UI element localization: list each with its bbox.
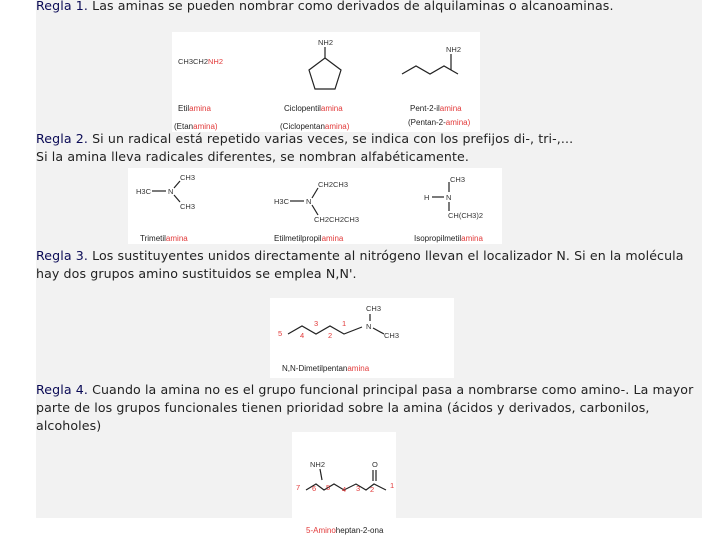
ciclopentilamina-name: Ciclopentilamina [284,104,343,113]
n-ch3-right: CH3 [384,331,400,340]
iso-h: H [424,193,430,202]
iso-n: N [446,193,452,202]
etm-ch2ch3: CH2CH3 [318,180,349,189]
figure-3-dimethylpentanamine [270,298,454,378]
rule-3-label: Regla 3. [36,248,88,263]
cyclopentane-ring [309,58,341,89]
rule-1-text: Las aminas se pueden nombrar como derivados de alquilaminas o alcanoaminas. [87,0,614,13]
pent-2-ilamina-name: Pent-2-ilamina [410,104,462,113]
etm-ch2ch2ch3: CH2CH2CH3 [314,215,360,224]
tri-bond-top [174,181,180,188]
etm-bond-top [312,188,318,198]
carbon-4: 4 [342,485,347,494]
carbon-3: 3 [356,484,361,493]
iso-ch3: CH3 [450,175,466,184]
etanamina-name: (Etanamina) [174,122,218,131]
rule-1-label: Regla 1. [36,0,88,13]
rule-4-text: Cuando la amina no es el grupo funcional principal pasa a nombrarse como amino-. La mayor parte de los grupos funcionales tienen prioridad sobre la amina (ácidos y derivados, carbonilos, alcoholes) [36,382,694,433]
rule-3 [36,247,700,283]
dimetilpentanamina-name: N,N-Dimetilpentanamina [282,364,370,373]
rule-3-text: Los sustituyentes unidos directamente al nitrógeno llevan el localizador N. Si en la molécula hay dos grupos amino sustituidos se emplea N,N'. [36,248,684,281]
amino-bond [320,469,322,480]
carbon-3: 3 [314,319,319,328]
etilamina-formula: CH3CH2NH2 [178,57,224,66]
carbon-7: 7 [296,483,301,492]
figure-1-alkylamines [172,32,480,132]
rule-2 [36,130,700,166]
rule-2-text: Si un radical está repetido varias veces, se indica con los prefijos di-, tri-,... [87,131,574,146]
figure-4-aminoheptanone [292,432,396,540]
pentan-2-amina-name: (Pentan-2-amina) [408,118,471,127]
tri-bond-bot [174,195,180,202]
tri-h3c: H3C [136,187,152,196]
rule-1 [36,0,700,15]
etilmetilpropilamina-name: Etilmetilpropilamina [274,234,344,243]
etm-h3c: H3C [274,197,290,206]
rule-4 [36,381,700,435]
carbon-5: 5 [278,329,283,338]
carbon-6: 6 [312,484,317,493]
carbon-4: 4 [300,331,305,340]
carbon-1: 1 [342,319,347,328]
carbon-2: 2 [370,485,375,494]
tri-ch3-top: CH3 [180,173,196,182]
carbon-1: 1 [390,481,395,490]
carbon-2: 2 [328,331,333,340]
etm-n: N [306,197,312,206]
rule-4-label: Regla 4. [36,382,88,397]
rule-2-text-2: Si la amina lleva radicales diferentes, se nombran alfabéticamente. [36,149,469,164]
pentane-chain [402,66,458,74]
ciclopentanamina-name: (Ciclopentanamina) [280,122,350,131]
carbon-5: 5 [326,483,331,492]
isopropilmetilamina-name: Isopropilmetilamina [414,234,483,243]
n-ch3-top: CH3 [366,304,382,313]
amino-nh2: NH2 [310,460,326,469]
iso-ch-ch3-2: CH(CH3)2 [448,211,484,220]
n-bond-right [373,328,384,334]
aminoheptanona-name: 5-Aminoheptan-2-ona [306,526,384,535]
amine-n: N [366,322,372,331]
trimetilamina-name: Trimetilamina [140,234,188,243]
tri-ch3-bot: CH3 [180,202,196,211]
tri-n: N [168,187,174,196]
etm-bond-bot [312,205,318,215]
ciclopentil-nh2: NH2 [318,38,334,47]
etilamina-name: Etilamina [178,104,211,113]
figure-2-substituted-amines [128,168,502,244]
carbonyl-o: O [372,460,378,469]
rule-2-label: Regla 2. [36,131,88,146]
pentil-nh2: NH2 [446,45,462,54]
